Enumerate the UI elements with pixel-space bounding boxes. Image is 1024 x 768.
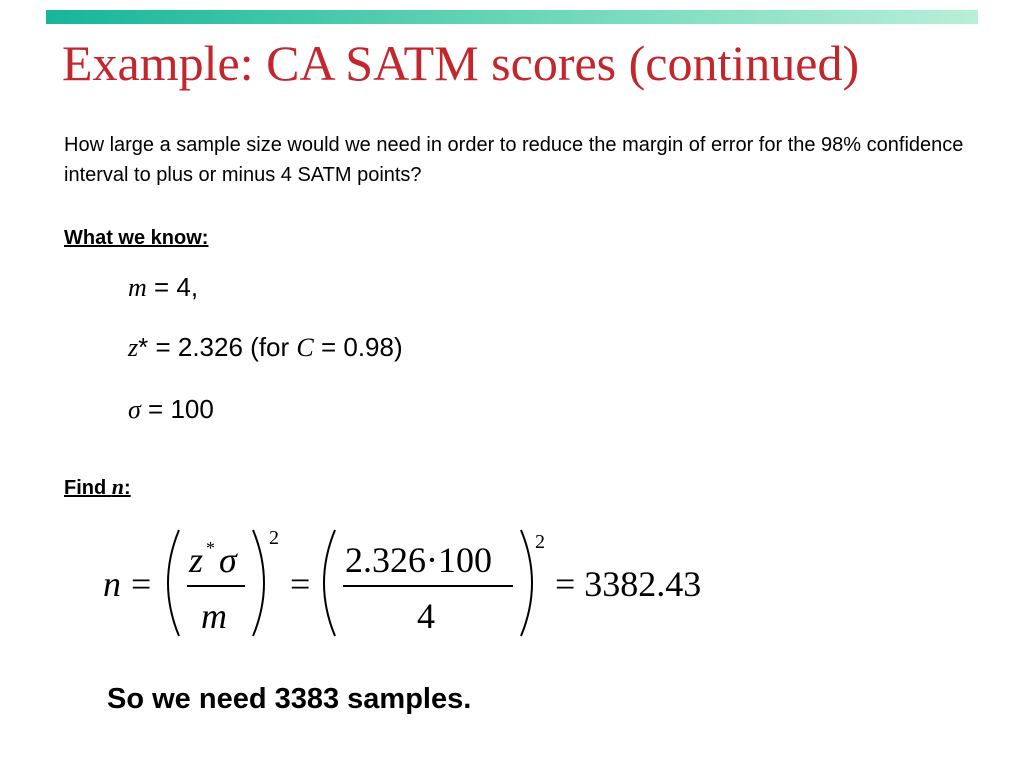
denominator-m: m: [201, 596, 227, 636]
known-z-line: [128, 332, 403, 363]
left-paren-1: [168, 530, 179, 636]
numerator-value: 2.326·100: [345, 540, 492, 580]
c-symbol: C: [296, 333, 314, 362]
find-heading: [64, 474, 131, 500]
sigma-value: = 100: [140, 394, 214, 424]
slide-title: Example: CA SATM scores (continued): [62, 35, 860, 91]
conclusion-text: So we need 3383 samples.: [107, 683, 472, 715]
known-heading: What we know:: [64, 227, 209, 249]
numerator-star: *: [206, 538, 215, 558]
find-variable: n: [111, 474, 125, 499]
exponent-2: 2: [535, 531, 545, 553]
known-m-line: [128, 272, 198, 303]
find-text: Find: [64, 477, 112, 499]
sigma-symbol: σ: [128, 395, 141, 424]
find-colon: :: [124, 477, 131, 499]
top-accent-bar: [46, 10, 978, 24]
sample-size-formula: [95, 518, 735, 648]
right-paren-1: [253, 530, 264, 636]
m-value: = 4,: [146, 272, 199, 302]
formula-lhs: n: [103, 564, 121, 604]
formula-result: = 3382.43: [555, 564, 702, 604]
z-value: * = 2.326 (for: [138, 332, 297, 362]
denominator-value: 4: [417, 596, 435, 636]
known-sigma-line: [128, 394, 214, 425]
z-symbol: z: [128, 333, 139, 362]
question-text: How large a sample size would we need in order to reduce the margin of error for the 98% confidence interval to plus or minus 4 SATM points?: [64, 134, 964, 186]
right-paren-2: [521, 530, 532, 636]
exponent-1: 2: [269, 527, 279, 549]
m-symbol: m: [128, 273, 147, 302]
formula-equals-2: =: [290, 564, 311, 604]
c-value: = 0.98): [313, 332, 403, 362]
formula-equals-1: =: [131, 564, 152, 604]
numerator-sigma: σ: [219, 540, 237, 580]
numerator-z: z: [189, 540, 204, 580]
left-paren-2: [324, 530, 335, 636]
